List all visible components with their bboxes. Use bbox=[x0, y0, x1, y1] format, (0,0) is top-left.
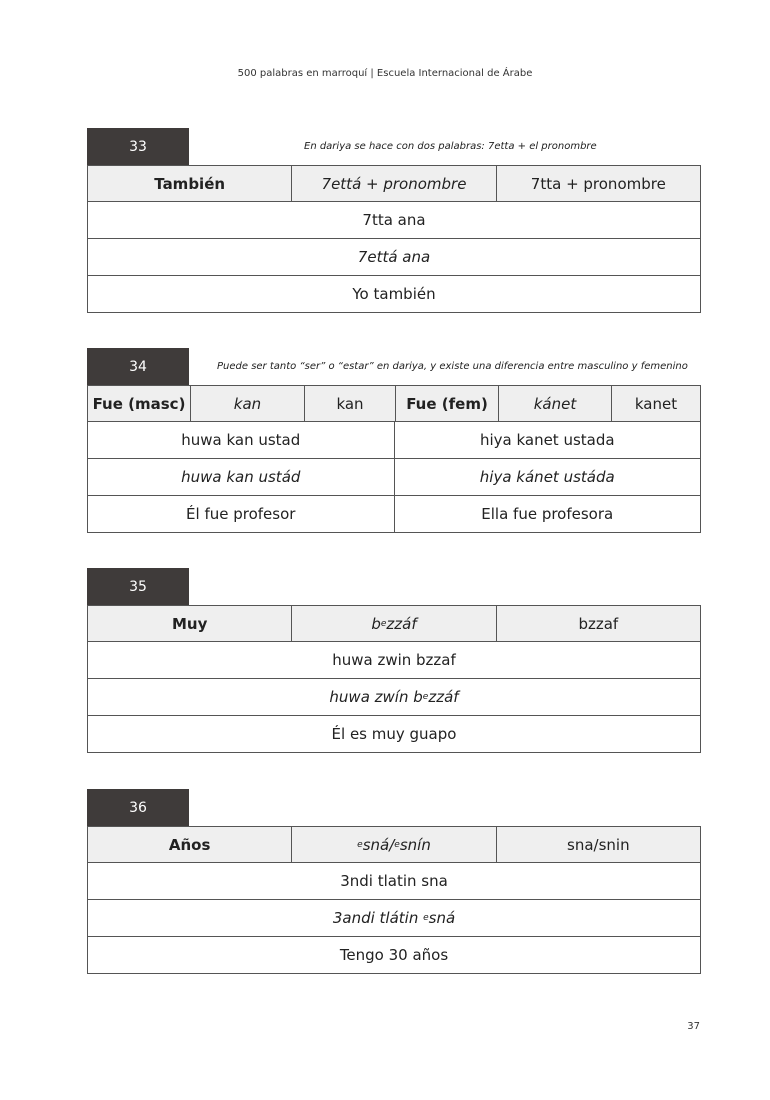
entry-note: En dariya se hace con dos palabras: 7etta + el pronombre bbox=[304, 141, 597, 152]
pronunciation: b e zzáf bbox=[291, 606, 495, 641]
entry-35 bbox=[87, 568, 701, 753]
entry-number: 35 bbox=[87, 568, 189, 605]
transliteration: sna/snin bbox=[496, 827, 700, 862]
pronunciation: 7ettá + pronombre bbox=[291, 166, 495, 201]
entry-number: 34 bbox=[87, 348, 189, 385]
translation: Tengo 30 años bbox=[339, 946, 449, 964]
example: 3ndi tlatin sna bbox=[340, 872, 448, 890]
example-pronunciation: 3andi tlátin e sná bbox=[332, 909, 456, 927]
example-row bbox=[87, 422, 701, 459]
running-header: 500 palabras en marroquí | Escuela Internacional de Árabe bbox=[237, 68, 533, 79]
translation-row bbox=[87, 716, 701, 753]
word-row bbox=[87, 385, 701, 422]
translation-fem: Ella fue profesora bbox=[394, 496, 701, 532]
pronunciation: e sná/ e snín bbox=[291, 827, 495, 862]
example-row bbox=[87, 202, 701, 239]
translation-row bbox=[87, 496, 701, 533]
transliteration-masc: kan bbox=[304, 386, 395, 421]
headword-fem: Fue (fem) bbox=[395, 386, 498, 421]
example: 7tta ana bbox=[362, 211, 426, 229]
entry-header bbox=[87, 568, 701, 605]
page-number: 37 bbox=[687, 1021, 700, 1032]
transliteration-fem: kanet bbox=[611, 386, 700, 421]
transliteration: bzzaf bbox=[496, 606, 700, 641]
example-pronunciation-row bbox=[87, 239, 701, 276]
translation-masc: Él fue profesor bbox=[186, 505, 296, 523]
translation: Él es muy guapo bbox=[331, 725, 457, 743]
pronunciation-masc: kan bbox=[190, 386, 304, 421]
translation-row bbox=[87, 276, 701, 313]
example-pronunciation: 7ettá ana bbox=[357, 248, 431, 266]
entry-header bbox=[87, 348, 701, 385]
entry-header bbox=[87, 789, 701, 826]
headword-masc: Fue (masc) bbox=[92, 394, 186, 413]
word-row bbox=[87, 605, 701, 642]
example-row bbox=[87, 863, 701, 900]
word-row bbox=[87, 165, 701, 202]
entry-number: 33 bbox=[87, 128, 189, 165]
pronunciation-fem: kánet bbox=[498, 386, 611, 421]
headword: Años bbox=[168, 835, 211, 854]
example-masc: huwa kan ustad bbox=[181, 431, 301, 449]
headword: También bbox=[154, 174, 226, 193]
entry-number: 36 bbox=[87, 789, 189, 826]
entry-36 bbox=[87, 789, 701, 974]
example-pronunciation-fem: hiya kánet ustáda bbox=[394, 459, 701, 495]
example-pronunciation-masc: huwa kan ustád bbox=[181, 468, 301, 486]
example-row bbox=[87, 642, 701, 679]
example-fem: hiya kanet ustada bbox=[394, 422, 701, 458]
example-pronunciation-row bbox=[87, 900, 701, 937]
example-pronunciation: huwa zwín b e zzáf bbox=[329, 688, 459, 706]
word-row bbox=[87, 826, 701, 863]
translation-row bbox=[87, 937, 701, 974]
entry-34 bbox=[87, 348, 701, 533]
example: huwa zwin bzzaf bbox=[332, 651, 456, 669]
headword: Muy bbox=[171, 614, 208, 633]
example-pronunciation-row bbox=[87, 679, 701, 716]
transliteration: 7tta + pronombre bbox=[496, 166, 700, 201]
translation: Yo también bbox=[352, 285, 436, 303]
entry-header bbox=[87, 128, 701, 165]
entry-33 bbox=[87, 128, 701, 313]
example-pronunciation-row bbox=[87, 459, 701, 496]
entry-note: Puede ser tanto “ser” o “estar” en dariya, y existe una diferencia entre masculino y femenino bbox=[217, 361, 688, 372]
